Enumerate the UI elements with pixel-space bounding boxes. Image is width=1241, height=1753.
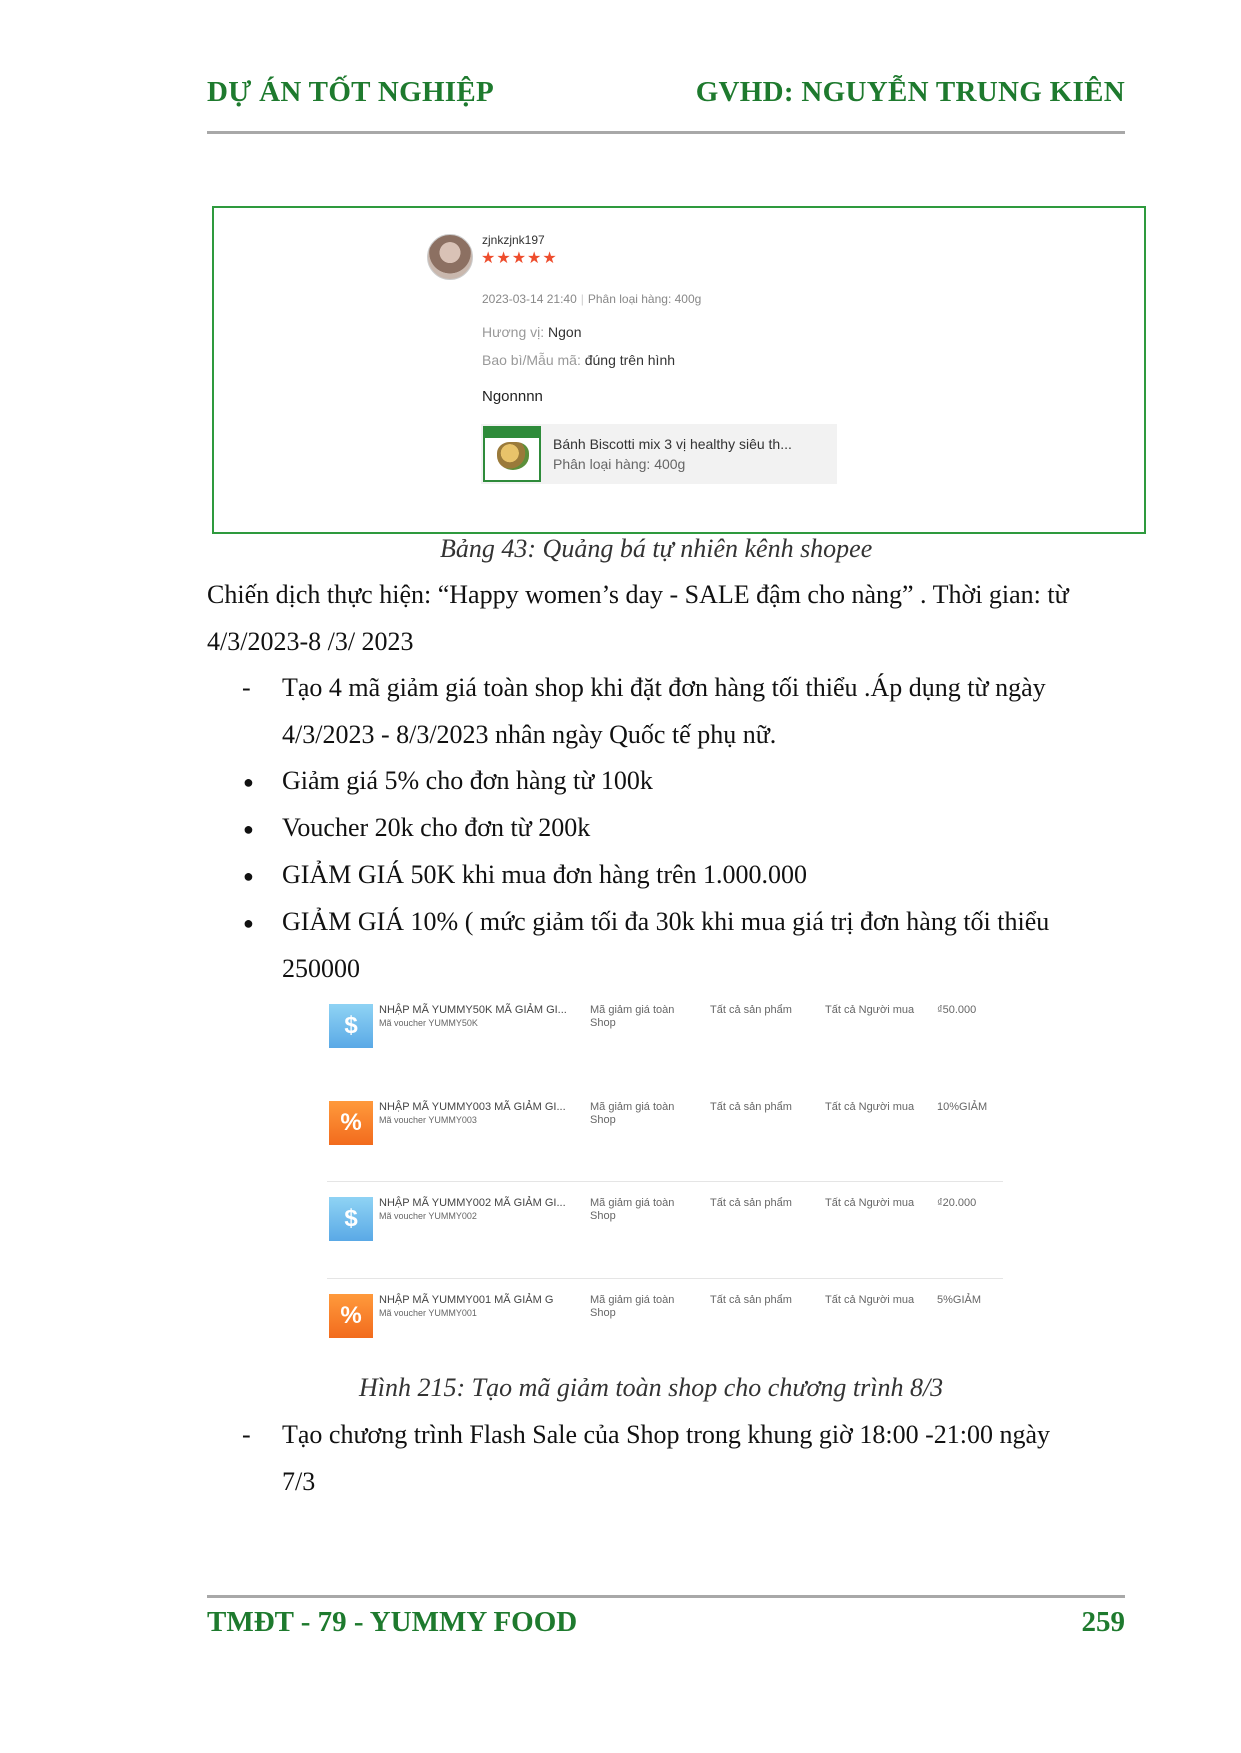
- list-item-text: Tạo 4 mã giảm giá toàn shop khi đặt đơn hàng tối thiểu .Áp dụng từ ngày: [282, 673, 1046, 702]
- voucher-buyers: Tất cả Người mua: [825, 1197, 915, 1209]
- page-number: 259: [1081, 1606, 1125, 1638]
- dash-marker: -: [242, 1420, 251, 1449]
- percent-icon: %: [329, 1101, 373, 1145]
- voucher-name: NHẬP MÃ YUMMY001 MÃ GIẢM G: [379, 1294, 554, 1306]
- header-divider: [207, 131, 1125, 134]
- voucher-type: Mã giảm giá toàn Shop: [590, 1294, 675, 1319]
- bullet-icon: ●: [243, 772, 254, 792]
- list-item-text: Tạo chương trình Flash Sale của Shop trong khung giờ 18:00 -21:00 ngày: [282, 1420, 1051, 1449]
- voucher-list-screenshot: [327, 998, 1003, 1340]
- voucher-products: Tất cả sản phẩm: [710, 1004, 792, 1016]
- review-date: 2023-03-14 21:40: [482, 292, 577, 306]
- voucher-type: Mã giảm giá toàn Shop: [590, 1197, 675, 1222]
- figure-caption: Hình 215: Tạo mã giảm toàn shop cho chương trình 8/3: [359, 1373, 944, 1402]
- avatar: [427, 234, 473, 280]
- thumbnail-band: [485, 428, 539, 438]
- voucher-type: Mã giảm giá toàn Shop: [590, 1004, 675, 1029]
- review-meta: [482, 292, 701, 306]
- voucher-row[interactable]: [327, 1095, 1003, 1175]
- meta-separator: |: [580, 292, 584, 306]
- voucher-row[interactable]: [327, 998, 1003, 1078]
- product-name: Bánh Biscotti mix 3 vị healthy siêu th...: [553, 436, 792, 452]
- voucher-products: Tất cả sản phẩm: [710, 1197, 792, 1209]
- voucher-buyers: Tất cả Người mua: [825, 1101, 915, 1113]
- dollar-icon: $: [329, 1197, 373, 1241]
- review-attribute-packaging: [482, 352, 675, 368]
- voucher-name: NHẬP MÃ YUMMY003 MÃ GIẢM GI...: [379, 1101, 566, 1113]
- attribute-value: Ngon: [548, 324, 582, 340]
- bullet-item: GIẢM GIÁ 50K khi mua đơn hàng trên 1.000.000: [282, 860, 808, 889]
- bullet-item: Voucher 20k cho đơn từ 200k: [282, 813, 591, 842]
- voucher-name: NHẬP MÃ YUMMY50K MÃ GIẢM GI...: [379, 1004, 567, 1016]
- voucher-type: Mã giảm giá toàn Shop: [590, 1101, 675, 1126]
- voucher-row[interactable]: [327, 1191, 1003, 1271]
- paragraph-line: 4/3/2023-8 /3/ 2023: [207, 627, 414, 656]
- review-comment: Ngonnnn: [482, 388, 543, 405]
- bullet-icon: ●: [243, 819, 254, 839]
- review-variation: Phân loại hàng: 400g: [587, 292, 702, 306]
- percent-icon: %: [329, 1294, 373, 1338]
- voucher-code: Mã voucher YUMMY001: [379, 1308, 477, 1318]
- header-title-left: DỰ ÁN TỐT NGHIỆP: [207, 76, 495, 108]
- bullet-item-continuation: 250000: [282, 954, 360, 983]
- attribute-label: Bao bì/Mẫu mã:: [482, 352, 581, 368]
- review-username: zjnkzjnk197: [482, 233, 545, 247]
- voucher-buyers: Tất cả Người mua: [825, 1004, 915, 1016]
- list-item-text: 7/3: [282, 1467, 316, 1496]
- voucher-row[interactable]: [327, 1288, 1003, 1368]
- voucher-value: 10%GIẢM: [937, 1101, 988, 1113]
- review-screenshot: [212, 206, 1146, 534]
- voucher-products: Tất cả sản phẩm: [710, 1101, 792, 1113]
- row-divider: [327, 1278, 1003, 1279]
- table-caption: Bảng 43: Quảng bá tự nhiên kênh shopee: [440, 534, 873, 563]
- voucher-code: Mã voucher YUMMY002: [379, 1211, 477, 1221]
- rating-stars-icon: ★★★★★: [481, 250, 558, 267]
- header-title-right: GVHD: NGUYỄN TRUNG KIÊN: [695, 76, 1125, 108]
- attribute-label: Hương vị:: [482, 324, 545, 340]
- voucher-code: Mã voucher YUMMY003: [379, 1115, 477, 1125]
- reviewed-product-card[interactable]: [481, 424, 837, 484]
- dash-marker: -: [242, 673, 251, 702]
- bullet-icon: ●: [243, 866, 254, 886]
- bullet-icon: ●: [243, 913, 254, 933]
- voucher-value: ₫50.000: [937, 1004, 977, 1016]
- voucher-products: Tất cả sản phẩm: [710, 1294, 792, 1306]
- voucher-name: NHẬP MÃ YUMMY002 MÃ GIẢM GI...: [379, 1197, 566, 1209]
- product-image: [497, 442, 529, 470]
- voucher-buyers: Tất cả Người mua: [825, 1294, 915, 1306]
- product-thumbnail: [483, 426, 541, 482]
- bullet-item: GIẢM GIÁ 10% ( mức giảm tối đa 30k khi mua giá trị đơn hàng tối thiểu: [282, 907, 1050, 936]
- attribute-value: đúng trên hình: [584, 352, 676, 368]
- voucher-value: 5%GIẢM: [937, 1294, 982, 1306]
- bullet-item: Giảm giá 5% cho đơn hàng từ 100k: [282, 766, 653, 795]
- review-attribute-taste: [482, 324, 581, 340]
- product-variation: Phân loại hàng: 400g: [553, 456, 686, 472]
- row-divider: [327, 1181, 1003, 1182]
- voucher-code: Mã voucher YUMMY50K: [379, 1018, 478, 1028]
- dollar-icon: $: [329, 1004, 373, 1048]
- voucher-value: ₫20.000: [937, 1197, 977, 1209]
- list-item-text: 4/3/2023 - 8/3/2023 nhân ngày Quốc tế phụ nữ.: [282, 720, 777, 749]
- footer-title: TMĐT - 79 - YUMMY FOOD: [207, 1606, 578, 1638]
- footer-divider: [207, 1595, 1125, 1598]
- paragraph-line: Chiến dịch thực hiện: “Happy women’s day - SALE đậm cho nàng” . Thời gian: từ: [207, 580, 1069, 609]
